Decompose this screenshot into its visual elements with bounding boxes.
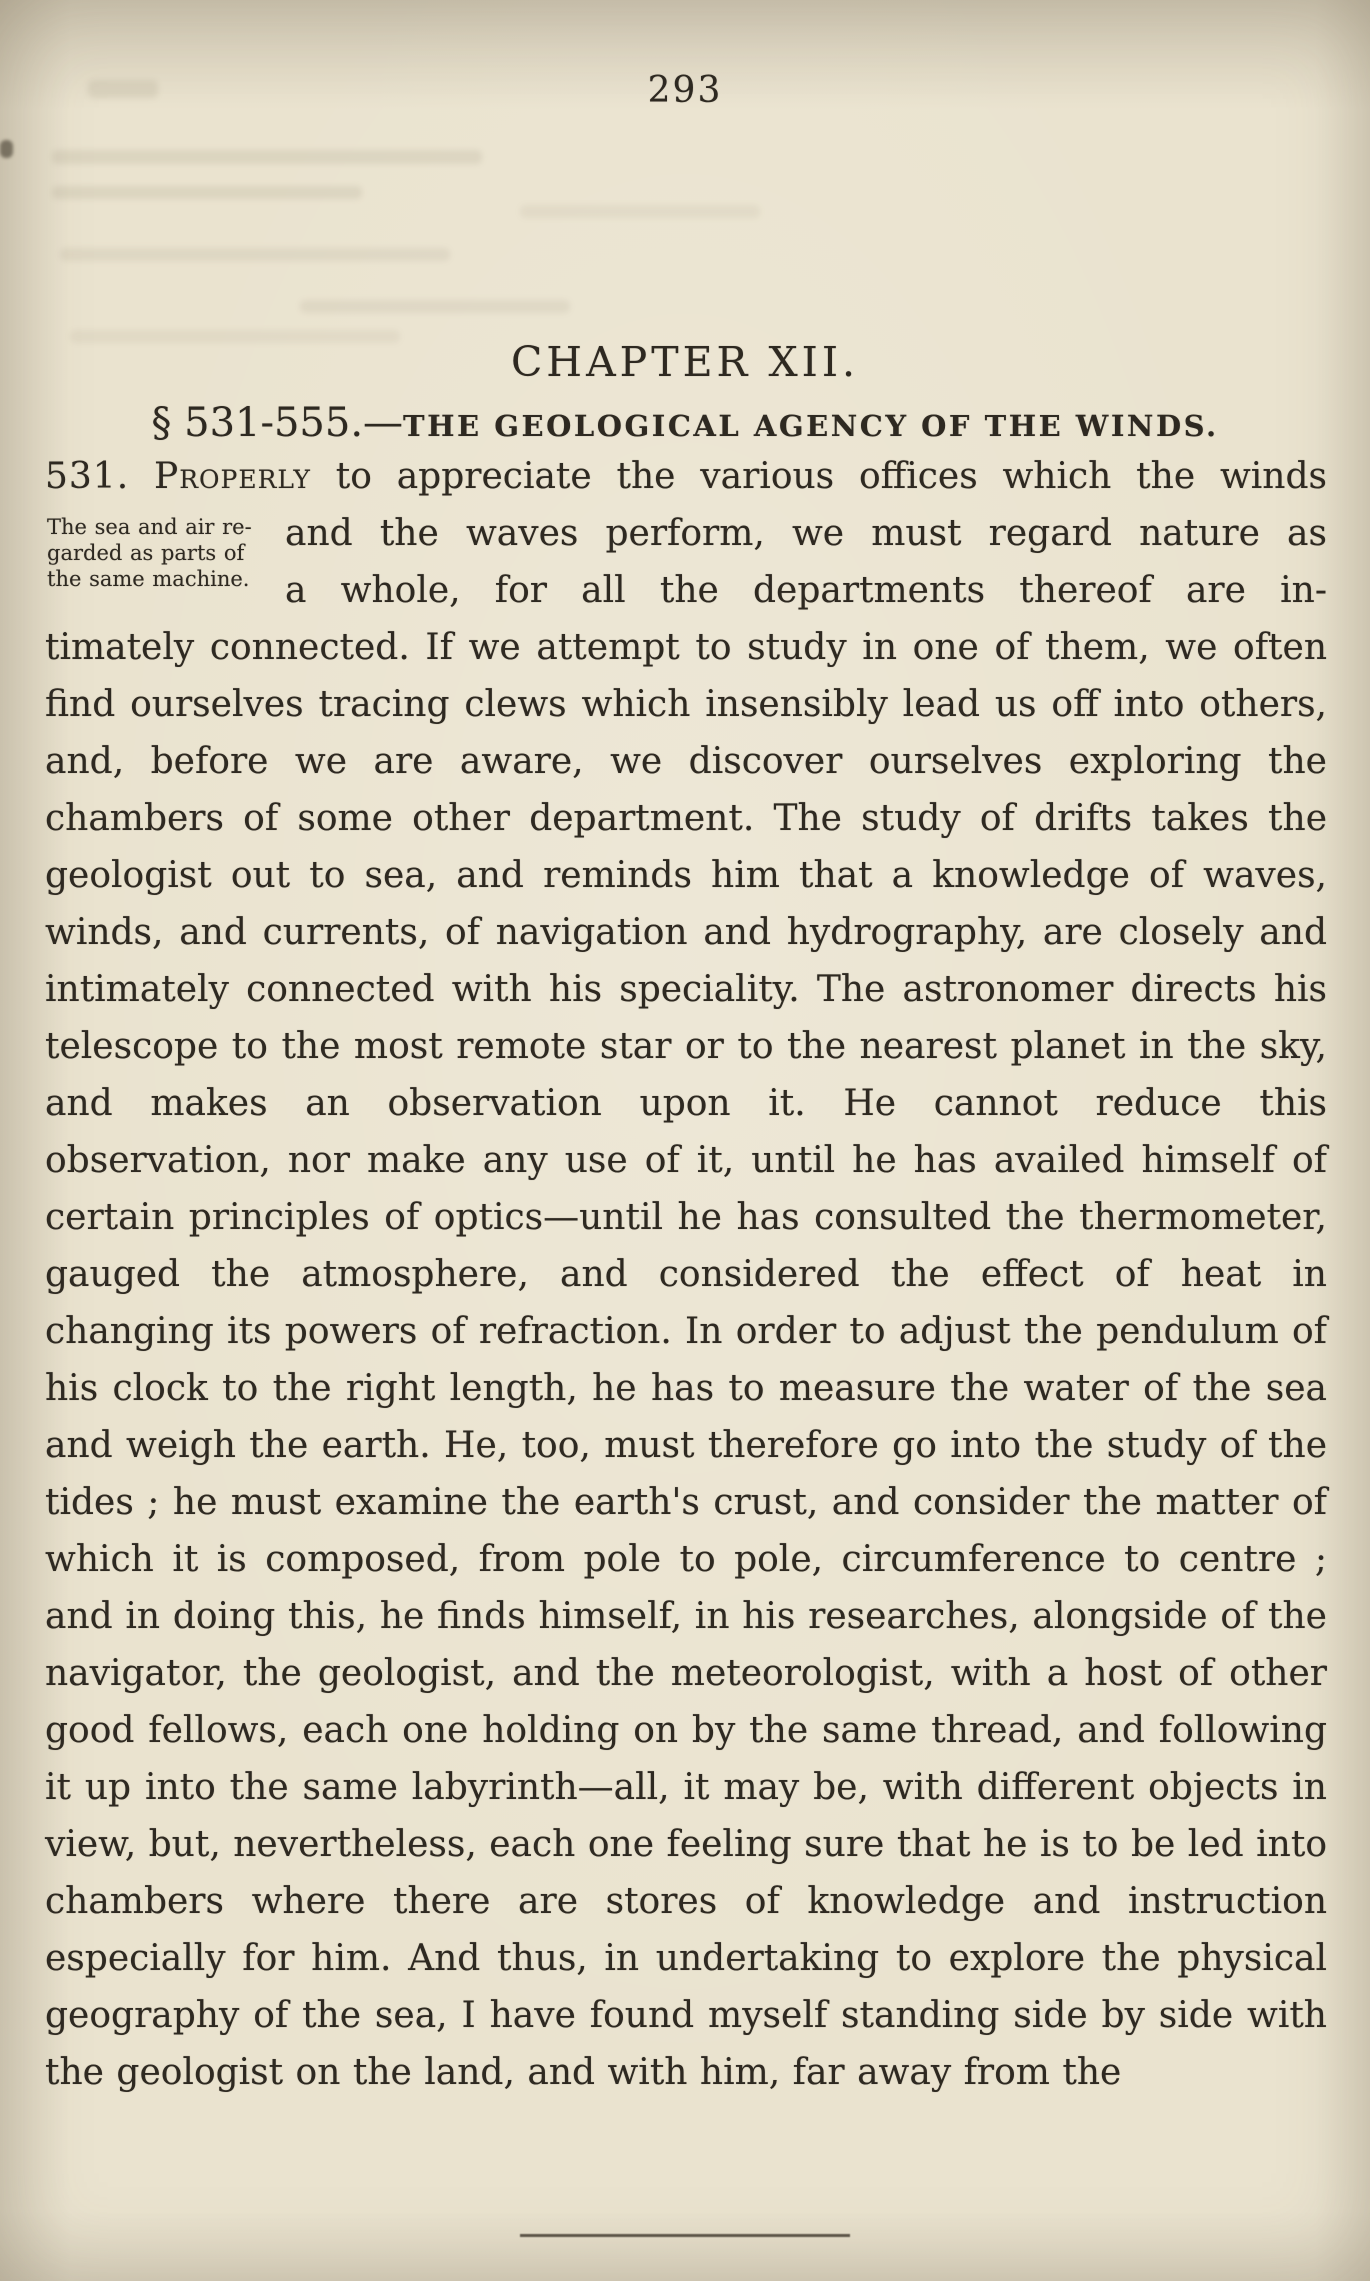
sidenote-line: garded as parts of xyxy=(47,541,245,565)
sidenote xyxy=(45,505,285,592)
bleed-through-line xyxy=(52,150,482,164)
paragraph-line: and the waves perform, we must regard nature as xyxy=(285,513,1327,554)
bleed-through-line xyxy=(52,186,362,199)
paragraph-body: timately connected. If we attempt to study in one of them, we often find ourselves tracing clews which insensibly lead us off into others, and, before we are aware, we discover ourselves exploring the chambers of some other department. The study of drifts takes the geologist out to sea, and reminds him that a knowledge of waves, winds, and currents, of navigation and hydrography, are closely and intimately connected with his speciality. The astronomer directs his telescope to the most remote star or to the nearest planet in the sky, and makes an observation upon it. He cannot reduce this observation, nor make any use of it, until he has availed himself of certain principles of optics—until he has consulted the thermometer, gauged the atmosphere, and considered the effect of heat in changing its powers of refraction. In order to adjust the pendulum of his clock to the right length, he has to measure the water of the sea and weigh the earth. He, too, must therefore go into the study of the tides ; he must examine the earth's crust, and consider the matter of which it is composed, from pole to pole, circumference to centre ; and in doing this, he finds himself, in his researches, alongside of the navigator, the geologist, and the meteorologist, with a host of other good fellows, each one holding on by the same thread, and following it up into the same labyrinth—all, it may be, with different objects in view, but, nevertheless, each one feeling sure that he is to be led into chambers where there are stores of knowledge and instruction especially for him. And thus, in undertaking to explore the physical geography of the sea, I have found myself standing side by side with the geologist on the land, and with him, far away from the xyxy=(45,627,1327,2093)
lead-word: Properly xyxy=(153,456,311,497)
paragraph-lines-beside-sidenote xyxy=(285,505,1327,619)
section-title: THE GEOLOGICAL AGENCY OF THE WINDS. xyxy=(403,409,1219,443)
paragraph-number: 531. xyxy=(45,456,130,497)
bleed-through-line xyxy=(300,300,570,313)
chapter-heading: CHAPTER XII. xyxy=(510,338,860,386)
paragraph-line: a whole, for all the departments thereof are in- xyxy=(285,570,1327,611)
section-number: § 531-555. xyxy=(151,400,364,446)
section-heading xyxy=(0,400,1370,446)
sidenote-line: the same machine. xyxy=(47,567,250,591)
sidenote-row xyxy=(45,505,1327,619)
footer-rule xyxy=(520,2234,850,2237)
first-line-text: to appreciate the various offices which the winds xyxy=(310,456,1327,497)
bleed-through-line xyxy=(520,205,760,218)
paragraph-531 xyxy=(45,448,1327,2101)
paragraph-first-line xyxy=(45,448,1327,505)
section-dash: — xyxy=(363,400,404,446)
sidenote-line: The sea and air re- xyxy=(47,515,252,539)
page-number: 293 xyxy=(647,70,723,111)
bleed-through-line xyxy=(60,248,450,261)
scan-speck xyxy=(0,140,13,158)
